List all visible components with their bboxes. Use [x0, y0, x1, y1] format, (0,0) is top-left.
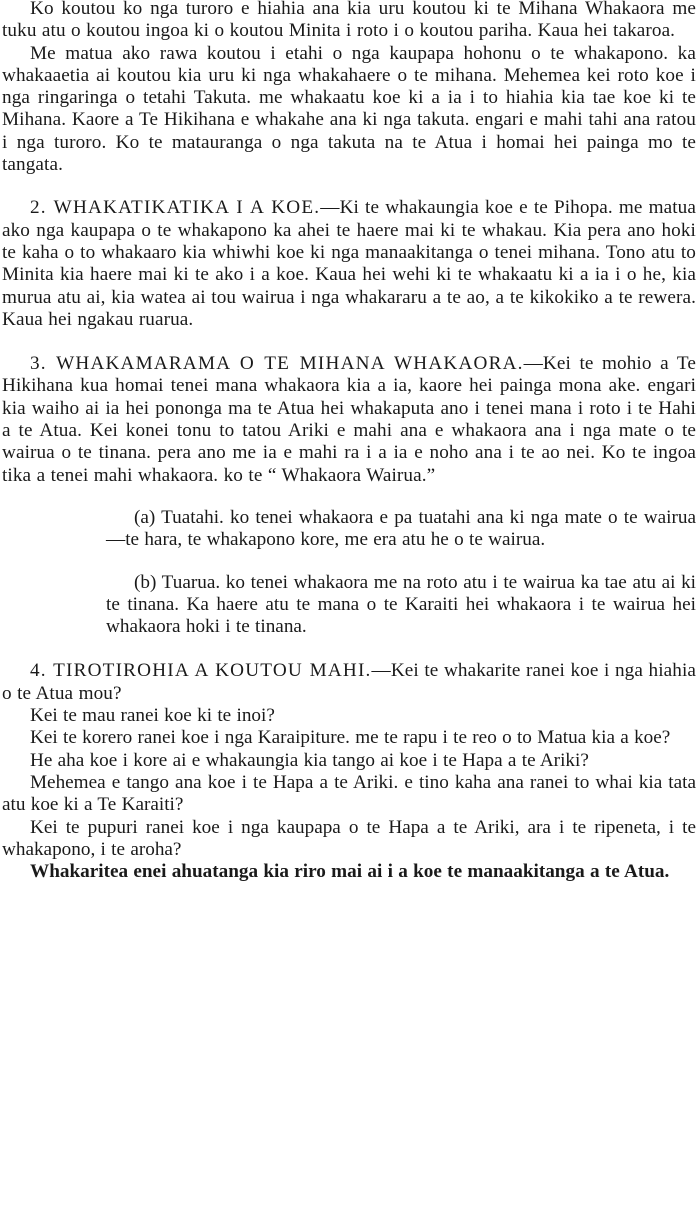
intro-paragraph-second: Me matua ako rawa koutou i etahi o nga kaupapa hohonu o te whakapono. ka whakaaetia ai koutou kia uru ki nga whakahaere o te mihana. Mehemea kei roto koe i nga ringaringa o tetahi Takuta. me whakaatu koe ki a ia i to hiahia kia tae koe ki te Mihana. Kaore a Te Hikihana e whakahe ana ki nga takuta. engari e mahi tahi ana ratou i nga turoro. Ko te matauranga o nga takuta na te Atua i homai hei painga mo te tangata.: [2, 42, 696, 176]
spacer: [2, 552, 696, 572]
spacer: [2, 176, 696, 197]
section-3-sub-a: [106, 507, 696, 552]
question-line: Mehemea e tango ana koe i te Hapa a te Ariki. e tino kaha ana ranei to whai kia tata atu koe ki a Te Karaiti?: [2, 771, 696, 816]
section-3-paragraph: [2, 353, 696, 487]
section-3-sub-b-text: (b) Tuarua. ko tenei whakaora me na roto atu i te wairua ka tae atu ai ki te tinana. Ka haere atu te mana o te Karaiti hei whakaora i te wairua hei whakaora hoki i te tinana.: [106, 571, 696, 638]
section-3-text: —Kei te mohio a Te Hikihana kua homai tenei mana whakaora kia a ia, kaore hei painga mona ake. engari kia waiho ai ia hei pononga ma te Atua hei whakaputa ano i tenei mana i roto i te Hahi a te Atua. Kei konei tonu to tatou Ariki e mahi ana e whakaora ana i nga mate o te wairua o te tinana. pera ano me ia e mahi ra i a ia e noho ana i te ao nei. Ko te ingoa tika a tenei mahi whakaora. ko te “ Whakaora Wairua.”: [2, 353, 696, 486]
section-3-heading: 3. WHAKAMARAMA O TE MIHANA WHAKAORA.: [30, 353, 524, 375]
spacer: [2, 487, 696, 507]
section-3-sub-a-text: (a) Tuatahi. ko tenei whakaora e pa tuatahi ana ki nga mate o te wairua—te hara, te whakapono kore, me era atu he o te wairua.: [106, 506, 696, 551]
question-line: Kei te pupuri ranei koe i nga kaupapa o te Hapa a te Ariki, ara i te ripeneta, i te whakapono, i te aroha?: [2, 816, 696, 860]
section-2-paragraph: [2, 197, 696, 331]
spacer: [2, 331, 696, 353]
section-4-heading: 4. TIROTIROHIA A KOUTOU MAHI.: [30, 660, 372, 682]
intro-paragraph-continued: Ko koutou ko nga turoro e hiahia ana kia uru koutou ki te Mihana Whakaora me tuku atu o koutou ingoa ki o koutou Minita i roto i o koutou pariha. Kaua hei takaroa.: [2, 0, 696, 42]
question-line: Whakaritea enei ahuatanga kia riro mai ai i a koe te manaakitanga a te Atua.: [30, 861, 670, 883]
section-3-sub-b: [106, 572, 696, 639]
question-line: Kei te korero ranei koe i nga Karaipiture. me te rapu i te reo o to Matua kia a koe?: [30, 727, 671, 749]
section-4-text: —Kei te whakarite ranei koe i nga hiahia o te Atua mou?: [2, 660, 696, 704]
section-2-heading: 2. WHAKATIKATIKA I A KOE.: [30, 197, 321, 219]
section-4-paragraph: [2, 660, 696, 705]
question-line: Kei te mau ranei koe ki te inoi?: [30, 705, 275, 727]
spacer: [2, 638, 696, 660]
question-line: He aha koe i kore ai e whakaungia kia tango ai koe i te Hapa a te Ariki?: [30, 749, 589, 771]
section-2-text: —Ki te whakaungia koe e te Pihopa. me matua ako nga kaupapa o te whakapono ka ahei te haere mai ki te whakau. Kia pera ano hoki te kaha o to whakaaro kia whiwhi koe ki nga manaakitanga o tenei mihana. Tono atu to Minita kia haere mai ki te ako i a koe. Kaua hei wehi ki te whakaatu ki a ia i o he, kia murua atu ai, kia watea ai tou wairua i nga whakararu a te ao, a te kikokiko a te rewera. Kaua hei ngakau ruarua.: [2, 197, 696, 330]
